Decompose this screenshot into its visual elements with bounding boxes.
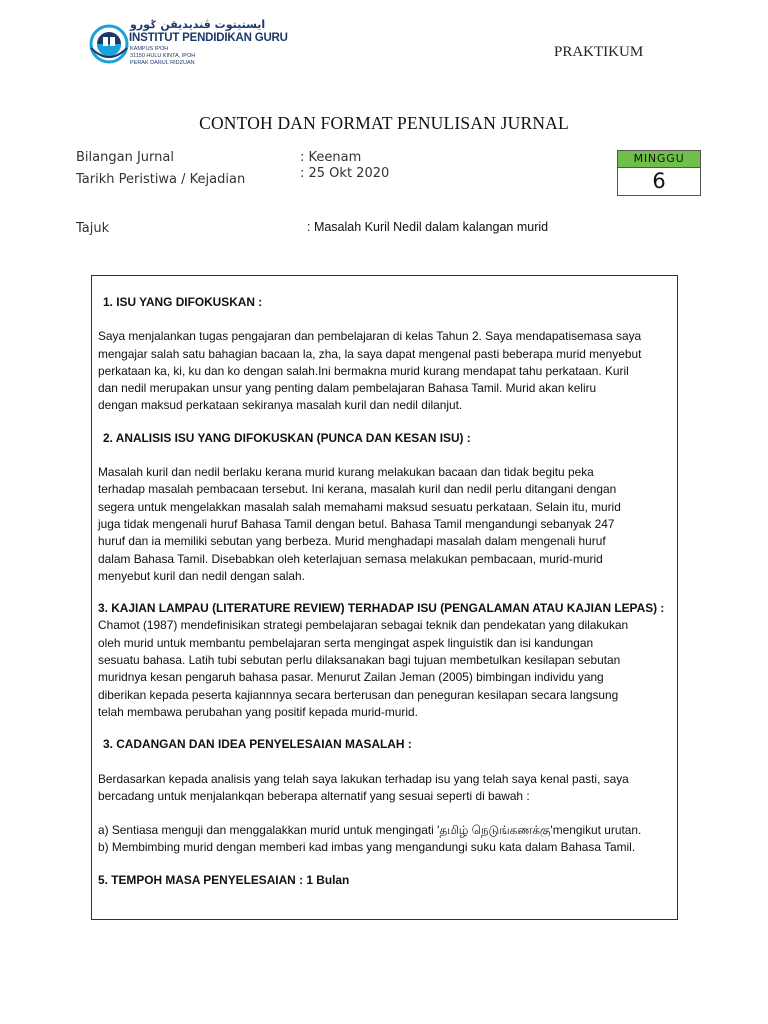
section-line: segera untuk mengelakkan masalah salah memahami maksud sesuatu perkataan. Selain itu, murid [98, 499, 621, 514]
tajuk-value: : Masalah Kuril Nedil dalam kalangan murid [307, 220, 549, 234]
section-line: Masalah kuril dan nedil berlaku kerana murid kurang melakukan bacaan dan tidak begitu peka [98, 465, 594, 480]
section-heading-cadangan: 3. CADANGAN DAN IDEA PENYELESAIAN MASALAH : [103, 737, 412, 752]
bilangan-jurnal-label: Bilangan Jurnal [76, 150, 174, 165]
section-line: muridnya kesan pengaruh bahasa pasar. Menurut Zailan Jeman (2005) bimbingan individu yang [98, 670, 604, 685]
praktikum-label: PRAKTIKUM [554, 44, 644, 60]
minggu-box [617, 150, 701, 196]
bilangan-jurnal-value: : Keenam [300, 150, 362, 165]
logo-jawi-text: ايستيتوت ڤنديديقن ݢورو [130, 18, 266, 31]
ipg-emblem-icon [88, 18, 130, 70]
section-line: bercadang untuk menjalankqan beberapa alternatif yang sesuai seperti di bawah : [98, 788, 530, 803]
list-item: b) Membimbing murid dengan memberi kad imbas yang mengandungi suku kata dalam Bahasa Tamil. [98, 840, 636, 855]
list-item: a) Sentiasa menguji dan menggalakkan murid untuk mengingati 'தமிழ் நெடுங்கணக்கு'mengikut urutan. [98, 823, 642, 838]
logo-address [130, 46, 195, 67]
tarikh-peristiwa-value: : 25 Okt 2020 [300, 166, 390, 181]
section-line: telah membawa perubahan yang positif kepada murid-murid. [98, 704, 418, 719]
logo-address-line: PERAK DARUL RIDZUAN [130, 60, 195, 66]
logo-address-line: KAMPUS IPOH [130, 46, 169, 52]
section-line: dalam Bahasa Tamil. Disebabkan oleh keterlajuan semasa melakukan pembacaan, murid-murid [98, 551, 603, 566]
logo-address-line: 31150 HULU KINTA, IPOH [130, 53, 196, 59]
document-title: CONTOH DAN FORMAT PENULISAN JURNAL [199, 113, 569, 133]
section-line: menyebut kuril dan nedil dengan salah. [98, 568, 305, 583]
section-heading-analisis: 2. ANALISIS ISU YANG DIFOKUSKAN (PUNCA DAN KESAN ISU) : [103, 430, 471, 445]
section-heading-tempoh: 5. TEMPOH MASA PENYELESAIAN : 1 Bulan [98, 872, 350, 887]
section-line: terhadap masalah pembacaan tersebut. Ini kerana, masalah kuril dan nedil perlu ditangani dengan [98, 482, 617, 497]
section-heading-isu: 1. ISU YANG DIFOKUSKAN : [103, 295, 263, 309]
minggu-label: MINGGU [618, 151, 700, 168]
section-line: sesuatu bahasa. Latih tubi sebutan perlu dilaksanakan bagi tujuan membetulkan kesilapan sebutan [98, 653, 621, 668]
section-line: Saya menjalankan tugas pengajaran dan pembelajaran di kelas Tahun 2. Saya mendapatisemasa saya [98, 329, 642, 344]
section-line: dan nedil merupakan unsur yang penting dalam pembelajaran Bahasa Tamil. Murid akan keliru [98, 381, 597, 396]
logo-institution-name: INSTITUT PENDIDIKAN GURU [129, 32, 288, 44]
section-line: oleh murid untuk membantu pembelajaran serta mengingat aspek linguistik dan isi kandungan [98, 635, 594, 650]
section-heading-kajian-lampau: 3. KAJIAN LAMPAU (LITERATURE REVIEW) TERHADAP ISU (PENGALAMAN ATAU KAJIAN LEPAS) : [98, 601, 665, 616]
tarikh-peristiwa-label: Tarikh Peristiwa / Kejadian [76, 172, 246, 187]
section-line: mengajar salah satu bahagian bacaan la, zha, la saya dapat mengenal pasti beberapa murid menyebut [98, 346, 642, 361]
journal-content [98, 294, 672, 889]
ipg-logo [88, 18, 288, 74]
section-line: perkataan ka, ki, ku dan ko dengan salah.Ini bermakna murid kurang mendapat tahu perkataan. Kuril [98, 363, 629, 378]
section-line: Chamot (1987) mendefinisikan strategi pembelajaran sebagai teknik dan pendekatan yang dilakukan [98, 618, 629, 633]
section-line: dengan maksud perkataan sekiranya masalah kuril dan nedil dilanjut. [98, 398, 463, 413]
section-line: diberikan kepada peserta kajiannnya secara berterusan dan peneguran kesilapan secara langsung [98, 687, 619, 702]
journal-content-box [91, 275, 678, 920]
section-line: huruf dan ia memiliki sebutan yang berbeza. Murid menghadapi masalah dalam mengenali huruf [98, 534, 606, 549]
section-line: Berdasarkan kepada analisis yang telah saya lakukan terhadap isu yang telah saya kenal pasti, saya [98, 771, 629, 786]
section-line: juga tidak mengenali huruf Bahasa Tamil dengan betul. Bahasa Tamil mengandungi sebanyak 247 [98, 516, 615, 531]
tajuk-label: Tajuk [76, 221, 110, 236]
minggu-value: 6 [652, 169, 666, 193]
